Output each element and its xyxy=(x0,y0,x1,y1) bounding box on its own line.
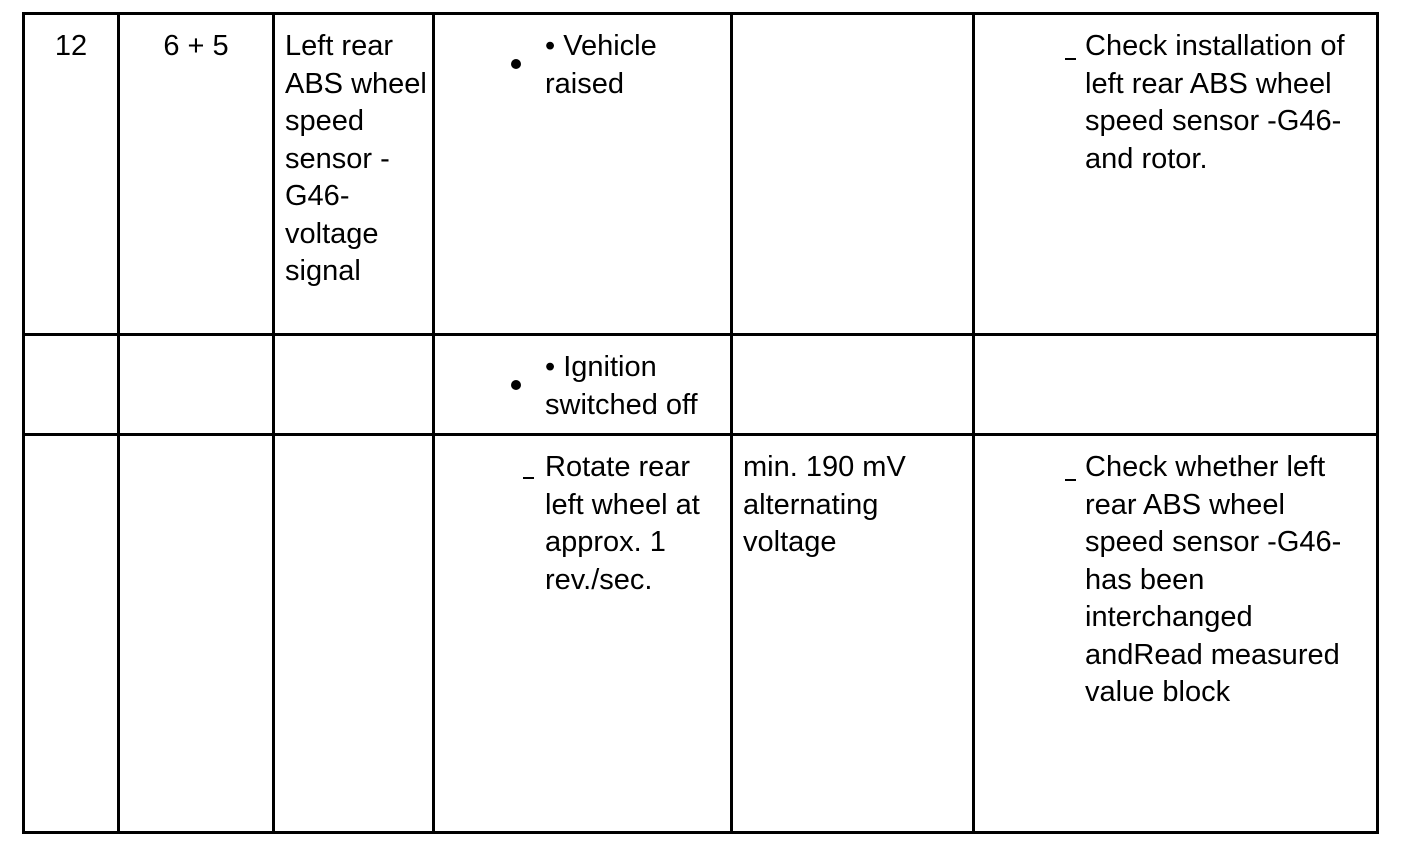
terminal-value xyxy=(25,336,117,349)
specified-cell xyxy=(732,435,974,833)
specified-value xyxy=(733,336,972,349)
action-value: Check installation of left rear ABS wheel speed sensor -G46- and rotor. xyxy=(1085,30,1345,175)
pins-value xyxy=(120,336,272,349)
dash-icon xyxy=(1065,58,1076,60)
action-cell xyxy=(974,435,1378,833)
condition-cell xyxy=(434,14,732,335)
condition-value: Rotate rear left wheel at approx. 1 rev./sec. xyxy=(545,451,700,596)
action-value: Check whether left rear ABS wheel speed sensor -G46- has been interchanged andRead measured value block xyxy=(1085,451,1342,708)
terminal-cell xyxy=(24,14,119,335)
test-table xyxy=(22,12,1379,834)
action-value xyxy=(975,336,1376,349)
terminal-value: 12 xyxy=(54,30,88,62)
specified-cell xyxy=(732,335,974,435)
specified-value: min. 190 mV alternating voltage xyxy=(743,451,906,558)
pins-cell xyxy=(119,14,274,335)
terminal-cell xyxy=(24,335,119,435)
component-value xyxy=(275,436,432,449)
specified-value xyxy=(733,15,972,28)
condition-cell xyxy=(434,435,732,833)
condition-value: • Ignition switched off xyxy=(545,351,698,421)
bullet-icon xyxy=(511,59,521,69)
condition-cell xyxy=(434,335,732,435)
dash-icon xyxy=(1065,479,1076,481)
terminal-cell xyxy=(24,435,119,833)
table-row xyxy=(24,435,1378,833)
specified-cell xyxy=(732,14,974,335)
component-cell xyxy=(274,14,434,335)
pins-value xyxy=(120,436,272,449)
terminal-value xyxy=(25,436,117,449)
action-cell xyxy=(974,335,1378,435)
action-cell xyxy=(974,14,1378,335)
table-row xyxy=(24,335,1378,435)
table-row xyxy=(24,14,1378,335)
component-value: Left rear ABS wheel speed sensor -G46- voltage signal xyxy=(285,30,427,287)
component-value xyxy=(275,336,432,349)
pins-value: 6 + 5 xyxy=(163,30,229,62)
component-cell xyxy=(274,335,434,435)
dash-icon xyxy=(523,477,534,479)
bullet-icon xyxy=(511,380,521,390)
condition-value: • Vehicle raised xyxy=(545,30,657,100)
pins-cell xyxy=(119,335,274,435)
component-cell xyxy=(274,435,434,833)
pins-cell xyxy=(119,435,274,833)
